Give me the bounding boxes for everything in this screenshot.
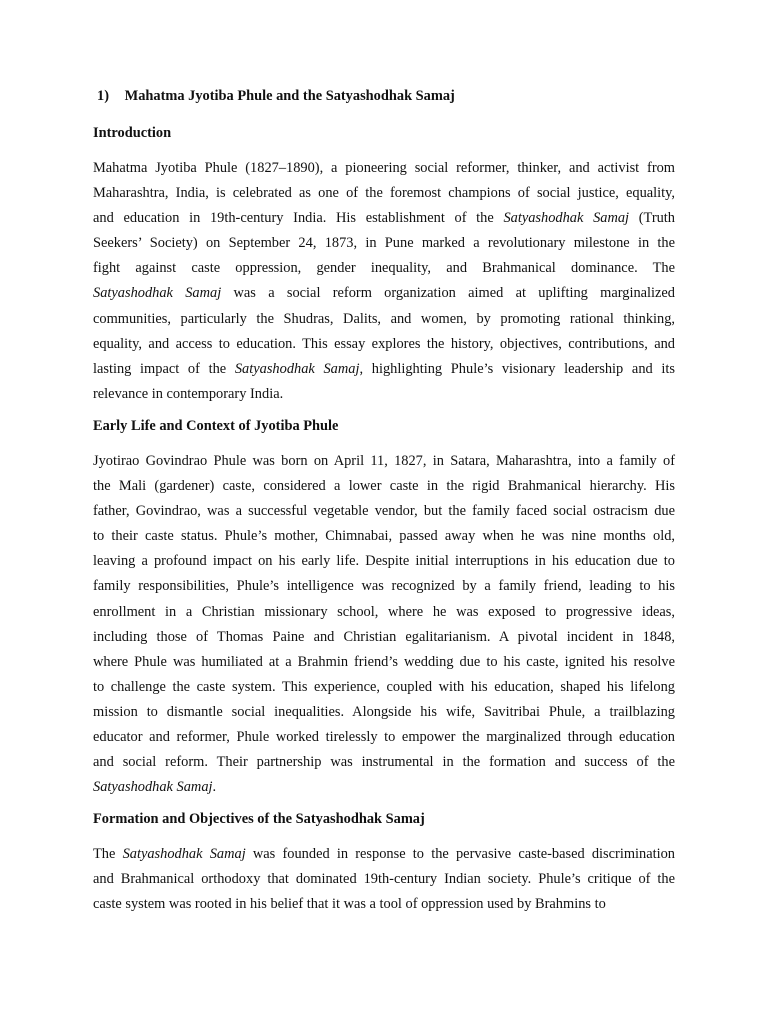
paragraph-line xyxy=(93,675,675,700)
paragraph-line xyxy=(93,474,675,499)
text-run: where Phule was humiliated at a Brahmin friend’s wedding due to his caste, ignited his resolve xyxy=(93,653,675,670)
paragraph-line xyxy=(93,600,675,625)
paragraph-line xyxy=(93,332,675,357)
paragraph-line xyxy=(93,281,675,306)
text-run: including those of Thomas Paine and Christian egalitarianism. A pivotal incident in 1848, xyxy=(93,628,675,645)
text-run: (Truth xyxy=(629,210,676,227)
text-run: and Brahmanical orthodoxy that dominated 19th-century Indian society. Phule’s critique of the xyxy=(93,871,675,888)
text-run: . xyxy=(212,779,217,796)
paragraph-line xyxy=(93,650,675,675)
title-number: 1) xyxy=(97,88,109,104)
section-heading: Formation and Objectives of the Satyashodhak Samaj xyxy=(93,811,425,828)
section-heading: Introduction xyxy=(93,125,172,141)
text-run: was founded in response to the pervasive caste-based discrimination xyxy=(245,846,675,863)
text-run: mission to dismantle social inequalities. Alongside his wife, Savitribai Phule, a trailblazing xyxy=(93,703,675,720)
section-paragraph xyxy=(93,449,675,800)
paragraph-line xyxy=(93,892,675,917)
italic-term: Satyashodhak Samaj xyxy=(234,360,360,377)
paragraph-line xyxy=(93,156,675,181)
italic-term: Satyashodhak Samaj xyxy=(93,779,213,796)
paragraph-line xyxy=(93,206,675,231)
paragraph-line xyxy=(93,231,675,256)
paragraph-line xyxy=(93,449,675,474)
text-run: to challenge the caste system. This experience, coupled with his education, shaped his lifelong xyxy=(93,678,675,695)
paragraph-line xyxy=(93,181,675,206)
paragraph-line xyxy=(93,574,675,599)
text-run: Jyotirao Govindrao Phule was born on April 11, 1827, in Satara, Maharashtra, into a family of xyxy=(93,452,675,469)
title-text: Mahatma Jyotiba Phule and the Satyashodhak Samaj xyxy=(124,88,455,104)
paragraph-line xyxy=(93,725,675,750)
text-run: and education in 19th-century India. His establishment of the xyxy=(93,210,504,227)
text-run: fight against caste oppression, gender inequality, and Brahmanical dominance. The xyxy=(93,260,675,277)
text-run: lasting impact of the xyxy=(93,360,235,377)
document-body xyxy=(93,86,675,928)
paragraph-line xyxy=(93,775,675,800)
paragraph-line xyxy=(93,842,675,867)
paragraph-line xyxy=(93,499,675,524)
text-run: educator and reformer, Phule worked tirelessly to empower the marginalized through education xyxy=(93,728,675,745)
text-run: to their caste status. Phule’s mother, Chimnabai, passed away when he was nine months old, xyxy=(93,528,675,545)
paragraph-line xyxy=(93,256,675,281)
text-run: communities, particularly the Shudras, Dalits, and women, by promoting rational thinking, xyxy=(93,310,675,327)
italic-term: Satyashodhak Samaj xyxy=(122,846,246,863)
document-title xyxy=(97,86,675,106)
paragraph-line xyxy=(93,750,675,775)
text-run: was a social reform organization aimed at uplifting marginalized xyxy=(221,285,676,302)
paragraph-line xyxy=(93,524,675,549)
text-run: caste system was rooted in his belief that it was a tool of oppression used by Brahmins to xyxy=(93,896,606,913)
italic-term: Satyashodhak Samaj xyxy=(93,285,222,302)
sections-container xyxy=(93,123,675,918)
text-run: The xyxy=(93,846,123,863)
paragraph-line xyxy=(93,382,675,407)
paragraph-line xyxy=(93,307,675,332)
text-run: enrollment in a Christian missionary school, where he was exposed to progressive ideas, xyxy=(93,603,675,620)
text-run: , highlighting Phule’s visionary leadership and its xyxy=(359,360,675,377)
section-heading: Early Life and Context of Jyotiba Phule xyxy=(93,417,339,434)
text-run: father, Govindrao, was a successful vegetable vendor, but the family faced social ostracism due xyxy=(93,503,675,520)
paragraph-line xyxy=(93,700,675,725)
italic-term: Satyashodhak Samaj xyxy=(503,210,630,227)
paragraph-line xyxy=(93,549,675,574)
paragraph-line xyxy=(93,357,675,382)
paragraph-line xyxy=(93,867,675,892)
text-run: relevance in contemporary India. xyxy=(93,385,284,402)
section-paragraph xyxy=(93,842,675,917)
text-run: family responsibilities, Phule’s intelligence was recognized by a family friend, leading to his xyxy=(93,578,675,595)
text-run: and social reform. Their partnership was instrumental in the formation and success of the xyxy=(93,754,675,771)
section-paragraph xyxy=(93,156,675,407)
text-run: Mahatma Jyotiba Phule (1827–1890), a pioneering social reformer, thinker, and activist from xyxy=(93,160,675,176)
text-run: leaving a profound impact on his early life. Despite initial interruptions in his education due to xyxy=(93,553,675,570)
paragraph-line xyxy=(93,625,675,650)
text-run: Maharashtra, India, is celebrated as one of the foremost champions of social justice, equality, xyxy=(93,185,675,202)
text-run: equality, and access to education. This essay explores the history, objectives, contributions, and xyxy=(93,335,675,352)
text-run: the Mali (gardener) caste, considered a lower caste in the rigid Brahmanical hierarchy. His xyxy=(93,478,675,495)
text-run: Seekers’ Society) on September 24, 1873, in Pune marked a revolutionary milestone in the xyxy=(93,235,675,252)
